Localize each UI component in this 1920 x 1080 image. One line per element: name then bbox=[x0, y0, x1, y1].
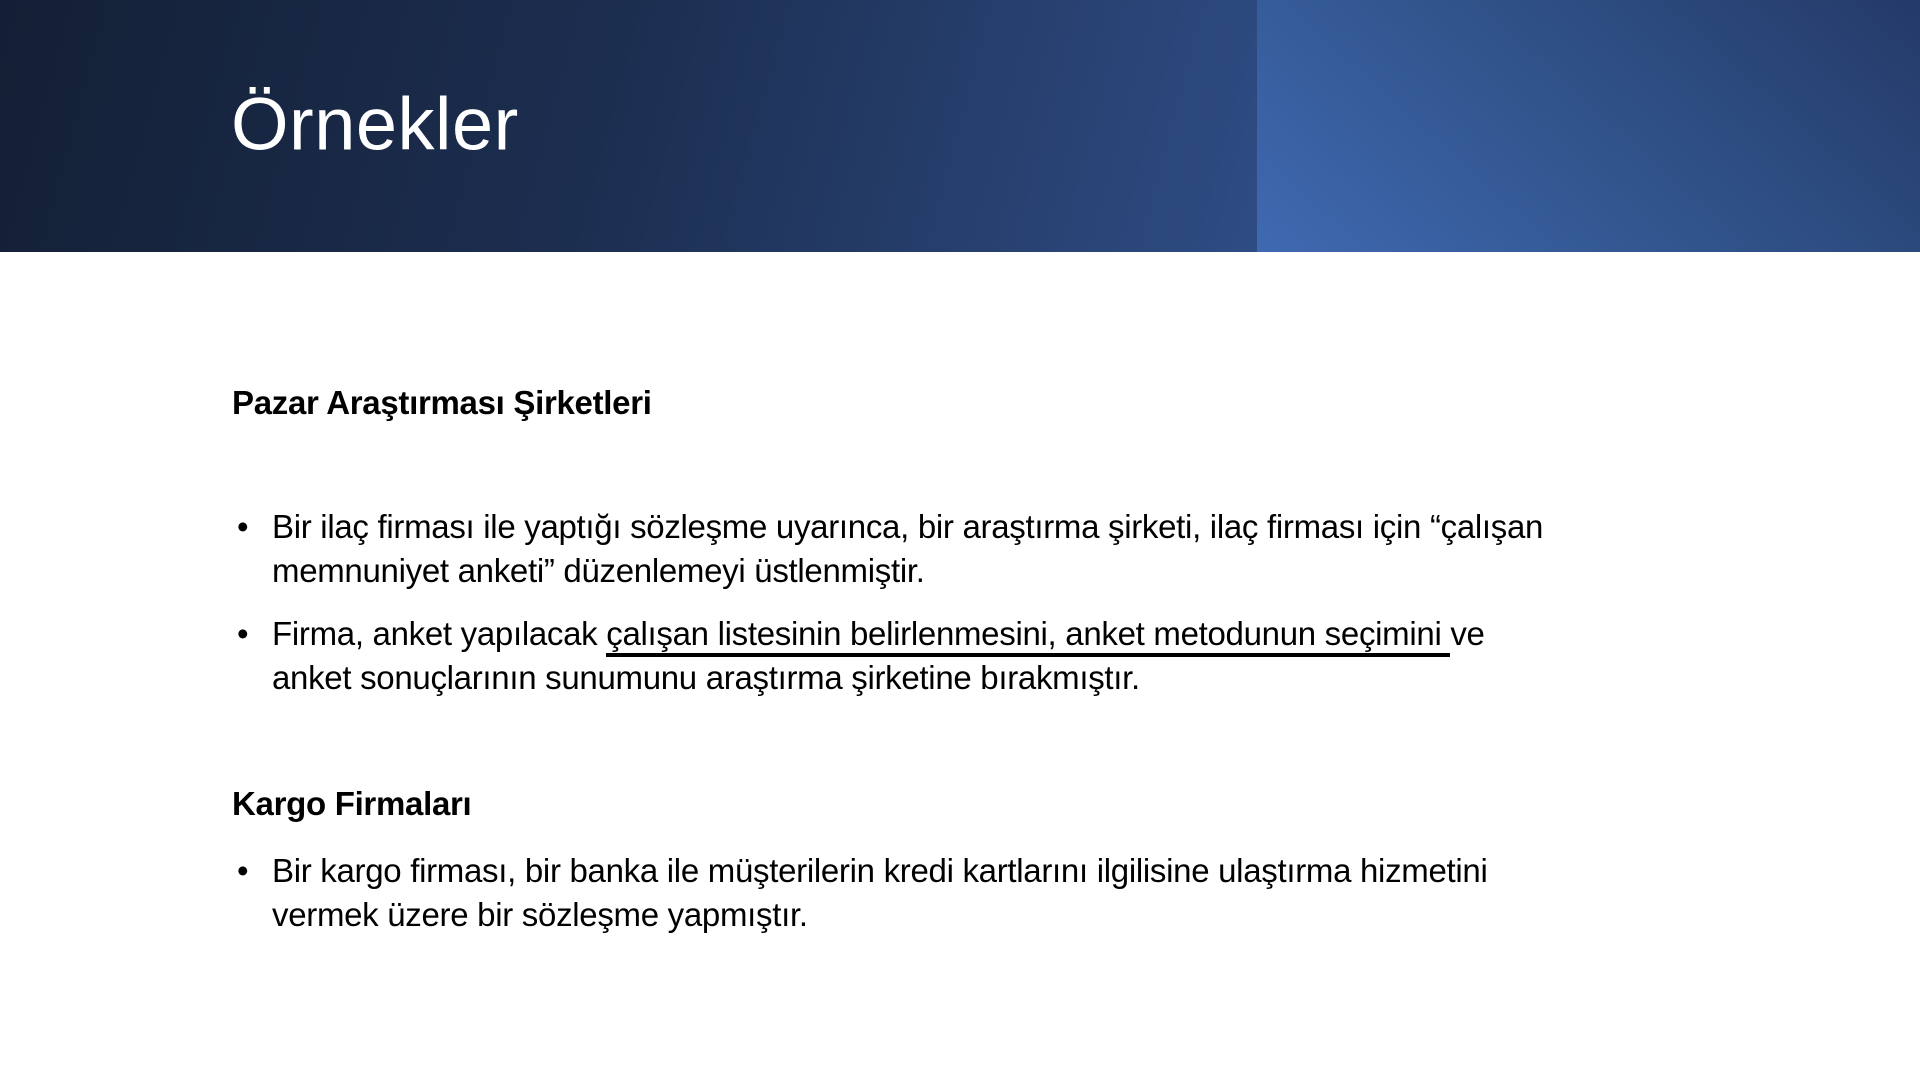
bullet-marker: • bbox=[237, 615, 249, 652]
bullet2-line1-underlined-text: çalışan listesinin belirlenmesini, anket metodunun seçimini bbox=[606, 615, 1450, 657]
bullet2-line1 bbox=[272, 612, 1485, 656]
bullet1-line1: Bir ilaç firması ile yaptığı sözleşme uyarınca, bir araştırma şirketi, ilaç firması için “çalışan bbox=[272, 508, 1544, 545]
bullet-item-2 bbox=[237, 612, 1485, 700]
bullet2-text bbox=[272, 612, 1485, 700]
bullet1-line2: memnuniyet anketi” düzenlemeyi üstlenmiştir. bbox=[272, 552, 925, 589]
bullet3-text bbox=[272, 849, 1488, 937]
bullet-item-1 bbox=[237, 505, 1543, 593]
bullet2-line1-post: ve bbox=[1450, 615, 1485, 652]
section2-heading: Kargo Firmaları bbox=[232, 785, 472, 822]
slide-title: Örnekler bbox=[231, 82, 519, 166]
bullet3-line2: vermek üzere bir sözleşme yapmıştır. bbox=[272, 896, 808, 933]
section1-heading: Pazar Araştırması Şirketleri bbox=[232, 384, 652, 421]
bullet-item-3 bbox=[237, 849, 1488, 937]
bullet-marker: • bbox=[237, 852, 249, 889]
bullet1-text bbox=[272, 505, 1543, 593]
bullet2-line2: anket sonuçlarının sunumunu araştırma şirketine bırakmıştır. bbox=[272, 659, 1140, 696]
bullet2-line1-pre: Firma, anket yapılacak bbox=[272, 615, 607, 652]
bullet-marker: • bbox=[237, 508, 249, 545]
bullet3-line1: Bir kargo firması, bir banka ile müşterilerin kredi kartlarını ilgilisine ulaştırma hizmetini bbox=[272, 852, 1488, 889]
